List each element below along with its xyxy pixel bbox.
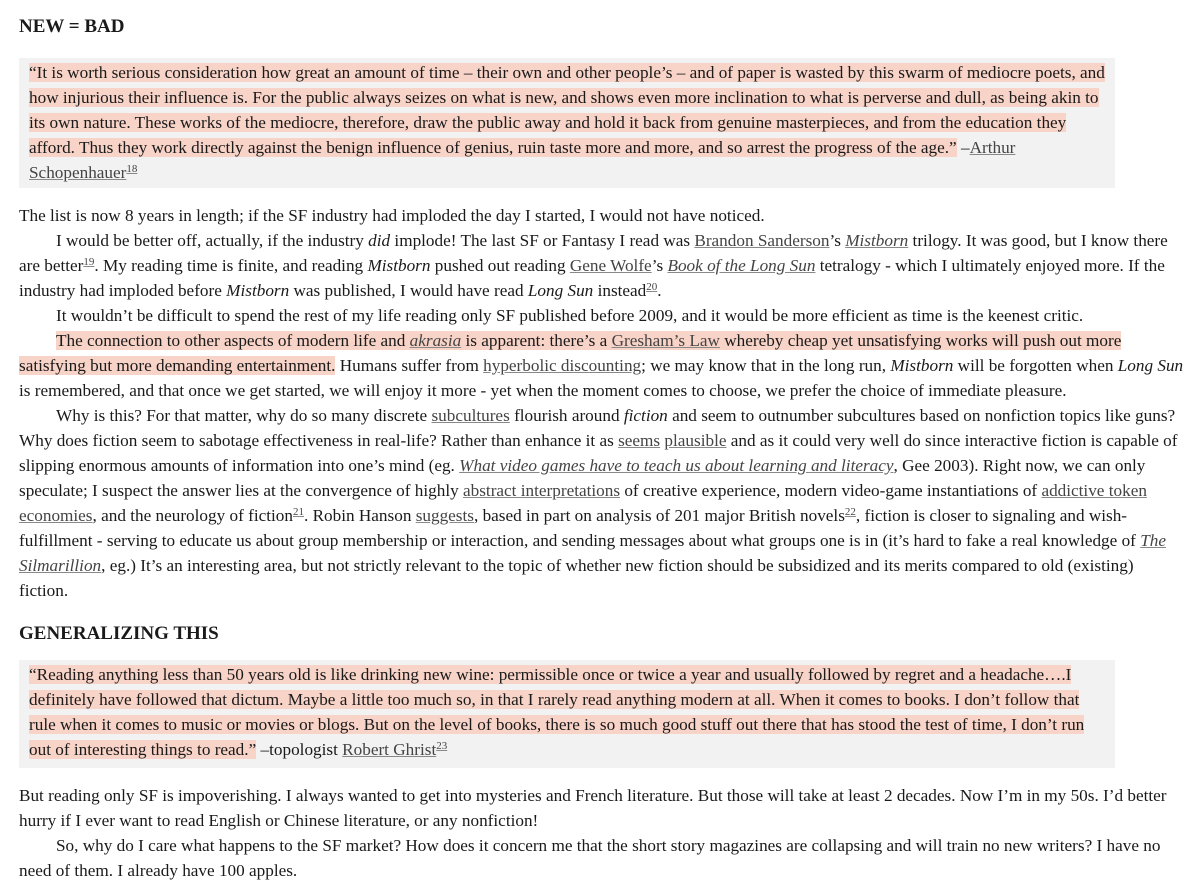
link-abstract-interpretations[interactable]: abstract interpretations — [463, 481, 621, 500]
link-subcultures[interactable]: subcultures — [431, 406, 510, 425]
link-suggests[interactable]: suggests — [415, 506, 474, 525]
text: Why is this? For that matter, why do so many discrete — [56, 406, 432, 425]
text: , based in part on analysis of 201 major British novels — [473, 506, 845, 525]
title-long-sun: Long Sun — [1117, 356, 1184, 375]
quote-dash: – — [956, 138, 970, 157]
text: , and the neurology of fiction — [92, 506, 293, 525]
text: was published, I would have read — [289, 281, 528, 300]
paragraph-greshams-law — [19, 328, 1185, 403]
article-body-section-2 — [19, 783, 1185, 883]
article-body-section-1 — [19, 203, 1185, 603]
link-addictive-token-economies[interactable]: addictive token economies — [19, 481, 1147, 525]
text: of creative experience, modern video-game instantiations of — [620, 481, 1042, 500]
text: instead — [593, 281, 647, 300]
footnote-link-18[interactable]: 18 — [126, 163, 138, 175]
text: The connection to other aspects of modern life and — [56, 331, 410, 350]
link-book-of-the-long-sun[interactable]: Book of the Long Sun — [667, 256, 816, 275]
ghrist-quote — [19, 660, 1115, 768]
link-gene-wolfe[interactable]: Gene Wolfe — [569, 256, 652, 275]
footnote-20 — [646, 281, 657, 293]
link-the-silmarillion[interactable]: The Silmarillion — [19, 531, 1166, 575]
paragraph-sanderson — [19, 228, 1185, 303]
text: tetralogy - which I ultimately enjoyed more. If the industry had imploded before — [19, 256, 1165, 300]
footnote-22 — [845, 506, 856, 518]
paragraph-subcultures — [19, 403, 1185, 603]
text: trilogy. It was good, but I know there are better — [19, 231, 1168, 275]
section-heading-new-bad: NEW = BAD — [19, 16, 125, 37]
text: ’s — [829, 231, 846, 250]
text: ’s — [651, 256, 668, 275]
quote-attribution: –topologist — [256, 740, 343, 759]
text: . Robin Hanson — [303, 506, 416, 525]
footnote-19 — [83, 256, 94, 268]
quote-text: “It is worth serious consideration how great an amount of time – their own and other people’s – and of paper is wasted by this swarm of mediocre poets, and how injurious their influence is. For the public always seizes on what is new, and shows even more inclination to what is perverse and dull, as being akin to its own nature. These works of the mediocre, therefore, draw the public away and hold it back from genuine masterpieces, and from the education they afford. Thus they work directly against the benign influence of genius, ruin taste more and more, and so arrest the progress of the age.” — [29, 63, 1105, 157]
link-seems[interactable]: seems — [618, 431, 661, 450]
paragraph-list-length: The list is now 8 years in length; if the SF industry had imploded the day I started, I would not have noticed. — [19, 206, 765, 225]
paragraph-sf-before-2009: It wouldn’t be difficult to spend the rest of my life reading only SF published before 2009, and it would be more efficient as time is the keenest critic. — [56, 306, 1084, 325]
footnote-link-19[interactable]: 19 — [83, 256, 95, 268]
text: is remembered, and that once we get started, we will enjoy it more - yet when the moment comes to choose, we prefer the choice of immediate pleasure. — [19, 381, 1067, 400]
link-plausible[interactable]: plausible — [664, 431, 727, 450]
text: , fiction is closer to signaling and wish-fulfillment - serving to educate us about group membership or interaction, and sending messages about what groups one is in (it’s hard to fake a real knowledge of — [19, 506, 1141, 550]
link-video-games-literacy[interactable]: What video games have to teach us about learning and literacy — [459, 456, 894, 475]
text: and seem to outnumber subcultures based on nonfiction topics like guns? Why does fiction seem to sabotage effectiveness in real-life? Rather than enhance it as — [19, 406, 1176, 450]
text: . My reading time is finite, and reading — [94, 256, 368, 275]
text: , eg.) It’s an interesting area, but not strictly relevant to the topic of whether new fiction should be subsidized and its merits compared to old (existing) fiction. — [19, 556, 1134, 600]
emphasis-fiction: fiction — [623, 406, 668, 425]
text: and as it could very well do since interactive fiction is capable of slipping enormous amounts of information into one’s mind (eg. — [19, 431, 1178, 475]
footnote-link-20[interactable]: 20 — [646, 281, 658, 293]
text: I would be better off, actually, if the industry — [56, 231, 369, 250]
paragraph-sf-market: So, why do I care what happens to the SF market? How does it concern me that the short story magazines are collapsing and will train no new writers? I have no need of them. I already have 100 apples. — [19, 836, 1161, 880]
footnote-link-23[interactable]: 23 — [436, 740, 448, 752]
title-mistborn: Mistborn — [890, 356, 954, 375]
link-akrasia[interactable]: akrasia — [409, 331, 462, 350]
title-long-sun: Long Sun — [527, 281, 594, 300]
text: , Gee 2003). Right now, we can only speculate; I suspect the answer lies at the convergence of highly — [19, 456, 1146, 500]
section-heading-generalizing: GENERALIZING THIS — [19, 623, 219, 644]
title-mistborn: Mistborn — [367, 256, 431, 275]
link-mistborn[interactable]: Mistborn — [845, 231, 909, 250]
link-hyperbolic-discounting[interactable]: hyperbolic discounting — [483, 356, 642, 375]
text: Humans suffer from — [335, 356, 484, 375]
text: . — [657, 281, 662, 300]
footnote-link-21[interactable]: 21 — [292, 506, 304, 518]
footnote-21 — [293, 506, 304, 518]
text: will be forgotten when — [953, 356, 1118, 375]
text: whereby cheap yet unsatisfying works will push out more satisfying but more demanding entertainment. — [19, 331, 1122, 375]
link-arthur-schopenhauer[interactable]: Arthur Schopenhauer — [29, 138, 1016, 182]
link-brandon-sanderson[interactable]: Brandon Sanderson — [694, 231, 830, 250]
text: ; we may know that in the long run, — [641, 356, 891, 375]
footnote-link-22[interactable]: 22 — [844, 506, 856, 518]
emphasis-did: did — [368, 231, 391, 250]
text: pushed out reading — [430, 256, 570, 275]
link-greshams-law[interactable]: Gresham’s Law — [611, 331, 720, 350]
text: is apparent: there’s a — [461, 331, 612, 350]
schopenhauer-quote — [19, 58, 1115, 188]
title-mistborn: Mistborn — [226, 281, 290, 300]
quote-text: “Reading anything less than 50 years old is like drinking new wine: permissible once or twice a year and usually followed by regret and a headache….I definitely have followed that dictum. Maybe a little too much so, in that I rarely read anything modern at all. When it comes to books. I don’t follow that rule when it comes to music or movies or blogs. But on the level of books, there is so much good stuff out there that has stood the test of time, I don’t run out of interesting things to read.” — [29, 665, 1085, 759]
text: flourish around — [509, 406, 624, 425]
text: implode! The last SF or Fantasy I read was — [390, 231, 695, 250]
link-robert-ghrist[interactable]: Robert Ghrist — [342, 740, 437, 759]
paragraph-impoverishing: But reading only SF is impoverishing. I always wanted to get into mysteries and French literature. But those will take at least 2 decades. Now I’m in my 50s. I’d better hurry if I ever want to read English or Chinese literature, or any nonfiction! — [19, 786, 1167, 830]
footnote-23 — [436, 740, 447, 752]
footnote-18 — [126, 163, 137, 175]
